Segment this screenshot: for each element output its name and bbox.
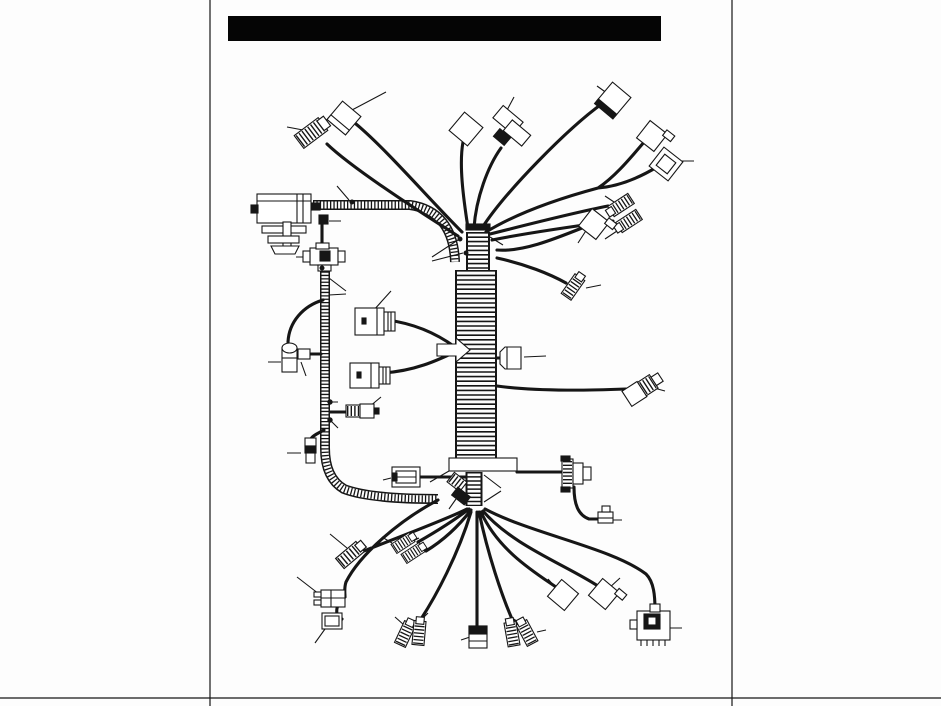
page-title: [228, 16, 661, 41]
